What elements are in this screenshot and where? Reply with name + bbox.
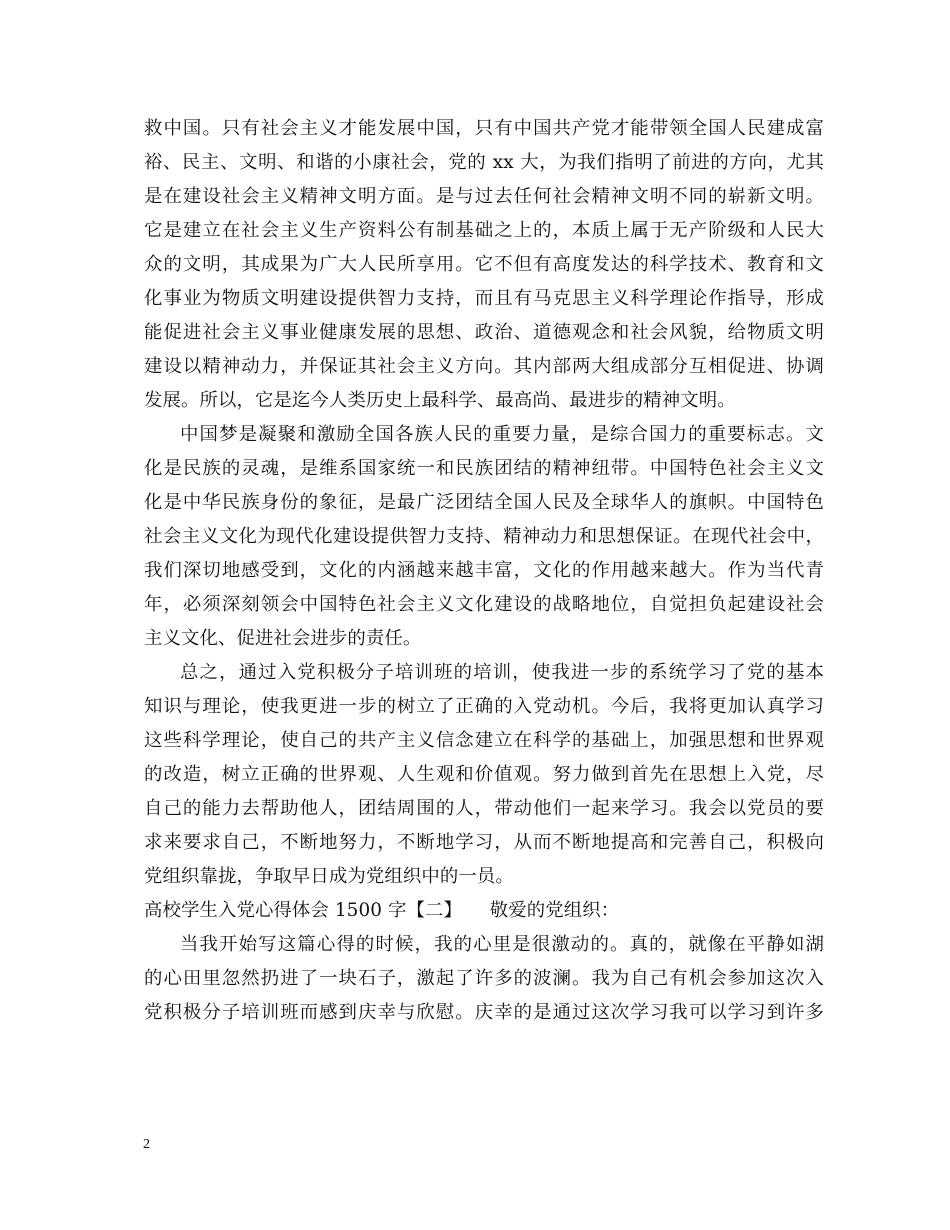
paragraph-2-line-5: 我们深切地感受到，文化的内涵越来越丰富，文化的作用越来越大。作为当代青 — [144, 560, 824, 581]
paragraph-3-line-6: 求来要求自己，不断地努力，不断地学习，从而不断地提高和完善自己，积极向 — [144, 832, 824, 853]
paragraph-5-line-1: 当我开始写这篇心得的时候，我的心里是很激动的。真的，就像在平静如湖 — [180, 934, 824, 955]
paragraph-1-line-1: 救中国。只有社会主义才能发展中国，只有中国共产党才能带领全国人民建成富 — [144, 118, 824, 139]
paragraph-3-line-7: 党组织靠拢，争取早日成为党组织中的一员。 — [144, 866, 514, 887]
paragraph-3-line-1: 总之，通过入党积极分子培训班的培训，使我进一步的系统学习了党的基本 — [180, 662, 824, 683]
paragraph-1-line-3: 是在建设社会主义精神文明方面。是与过去任何社会精神文明不同的崭新文明。 — [144, 186, 824, 207]
paragraph-1-line-9: 发展。所以，它是迄今人类历史上最科学、最高尚、最进步的精神文明。 — [144, 390, 736, 411]
paragraph-2-line-3: 化是中华民族身份的象征，是最广泛团结全国人民及全球华人的旗帜。中国特色 — [144, 492, 824, 513]
paragraph-1-line-5: 众的文明，其成果为广大人民所享用。它不但有高度发达的科学技术、教育和文 — [144, 254, 824, 275]
paragraph-3-line-3: 这些科学理论，使自己的共产主义信念建立在科学的基础上，加强思想和世界观 — [144, 730, 824, 751]
paragraph-1-line-7: 能促进社会主义事业健康发展的思想、政治、道德观念和社会风貌，给物质文明 — [144, 322, 824, 343]
paragraph-5-line-3: 党积极分子培训班而感到庆幸与欣慰。庆幸的是通过这次学习我可以学习到许多 — [144, 1002, 824, 1023]
paragraph-3-line-2: 知识与理论，使我更进一步的树立了正确的入党动机。今后，我将更加认真学习 — [144, 696, 824, 717]
paragraph-3-line-5: 自己的能力去帮助他人，团结周围的人，带动他们一起来学习。我会以党员的要 — [144, 798, 824, 819]
paragraph-5-line-2: 的心田里忽然扔进了一块石子，激起了许多的波澜。我为自己有机会参加这次入 — [144, 968, 824, 989]
paragraph-1-line-4: 它是建立在社会主义生产资料公有制基础之上的，本质上属于无产阶级和人民大 — [144, 220, 824, 241]
page-number: 2 — [143, 1137, 150, 1152]
paragraph-1-line-8: 建设以精神动力，并保证其社会主义方向。其内部两大组成部分互相促进、协调 — [144, 356, 824, 377]
section-heading: 高校学生入党心得体会 1500 字【二】 敬爱的党组织： — [144, 900, 620, 921]
paragraph-2-line-6: 年，必须深刻领会中国特色社会主义文化建设的战略地位，自觉担负起建设社会 — [144, 594, 824, 615]
paragraph-3-line-4: 的改造，树立正确的世界观、人生观和价值观。努力做到首先在思想上入党，尽 — [144, 764, 824, 785]
paragraph-1-line-6: 化事业为物质文明建设提供智力支持，而且有马克思主义科学理论作指导，形成 — [144, 288, 824, 309]
paragraph-2-line-7: 主义文化、促进社会进步的责任。 — [144, 628, 422, 649]
paragraph-2-line-4: 社会主义文化为现代化建设提供智力支持、精神动力和思想保证。在现代社会中， — [144, 526, 824, 547]
paragraph-2-line-2: 化是民族的灵魂，是维系国家统一和民族团结的精神纽带。中国特色社会主义文 — [144, 458, 824, 479]
paragraph-2-line-1: 中国梦是凝聚和激励全国各族人民的重要力量，是综合国力的重要标志。文 — [180, 424, 824, 445]
paragraph-1-line-2: 裕、民主、文明、和谐的小康社会，党的 xx 大，为我们指明了前进的方向，尤其 — [144, 152, 824, 173]
